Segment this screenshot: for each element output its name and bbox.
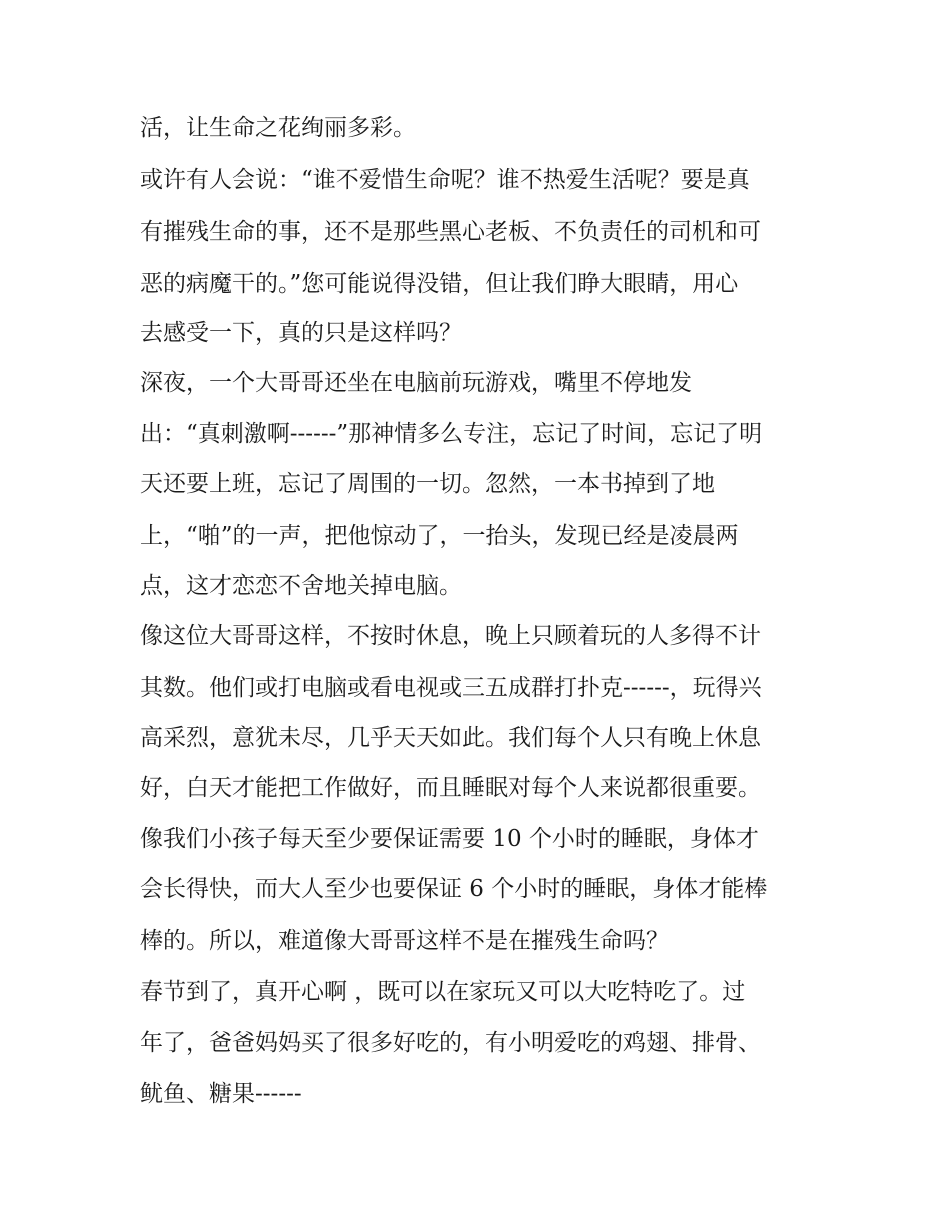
text-line: 像我们小孩子每天至少要保证需要 10 个小时的睡眠，身体才: [140, 826, 759, 852]
text-line: 或许有人会说：“谁不爱惜生命呢？谁不热爱生活呢？要是真: [140, 167, 750, 193]
text-line: 恶的病魔干的。”您可能说得没错，但让我们睁大眼睛，用心: [140, 271, 739, 297]
text-line: 活，让生命之花绚丽多彩。: [140, 115, 416, 141]
text-line: 像这位大哥哥这样，不按时休息，晚上只顾着玩的人多得不计: [140, 623, 761, 649]
text-line: 点，这才恋恋不舍地关掉电脑。: [140, 573, 462, 599]
text-line: 有摧残生命的事，还不是那些黑心老板、不负责任的司机和可: [140, 219, 761, 245]
text-line: 春节到了，真开心啊 ，既可以在家玩又可以大吃特吃了。过: [140, 979, 746, 1005]
text-line: 鱿鱼、糖果------: [140, 1081, 302, 1107]
text-line: 去感受一下，真的只是这样吗？: [140, 320, 462, 346]
text-line: 会长得快，而大人至少也要保证 6 个小时的睡眠，身体才能棒: [140, 876, 768, 902]
text-line: 出：“真刺激啊------”那神情多么专注，忘记了时间，忘记了明: [140, 421, 763, 447]
text-line: 好，白天才能把工作做好，而且睡眠对每个人来说都很重要。: [140, 775, 761, 801]
text-line: 天还要上班，忘记了周围的一切。忽然，一本书掉到了地: [140, 471, 715, 497]
text-line: 年了，爸爸妈妈买了很多好吃的，有小明爱吃的鸡翅、排骨、: [140, 1030, 761, 1056]
text-line: 上，“啪”的一声，把他惊动了，一抬头，发现已经是凌晨两: [140, 523, 739, 549]
text-line: 其数。他们或打电脑或看电视或三五成群打扑克------，玩得兴: [140, 675, 762, 701]
text-line: 棒的。所以，难道像大哥哥这样不是在摧残生命吗？: [140, 928, 669, 954]
text-line: 深夜，一个大哥哥还坐在电脑前玩游戏，嘴里不停地发: [140, 370, 692, 396]
text-line: 高采烈，意犹未尽，几乎天天如此。我们每个人只有晚上休息: [140, 725, 761, 751]
